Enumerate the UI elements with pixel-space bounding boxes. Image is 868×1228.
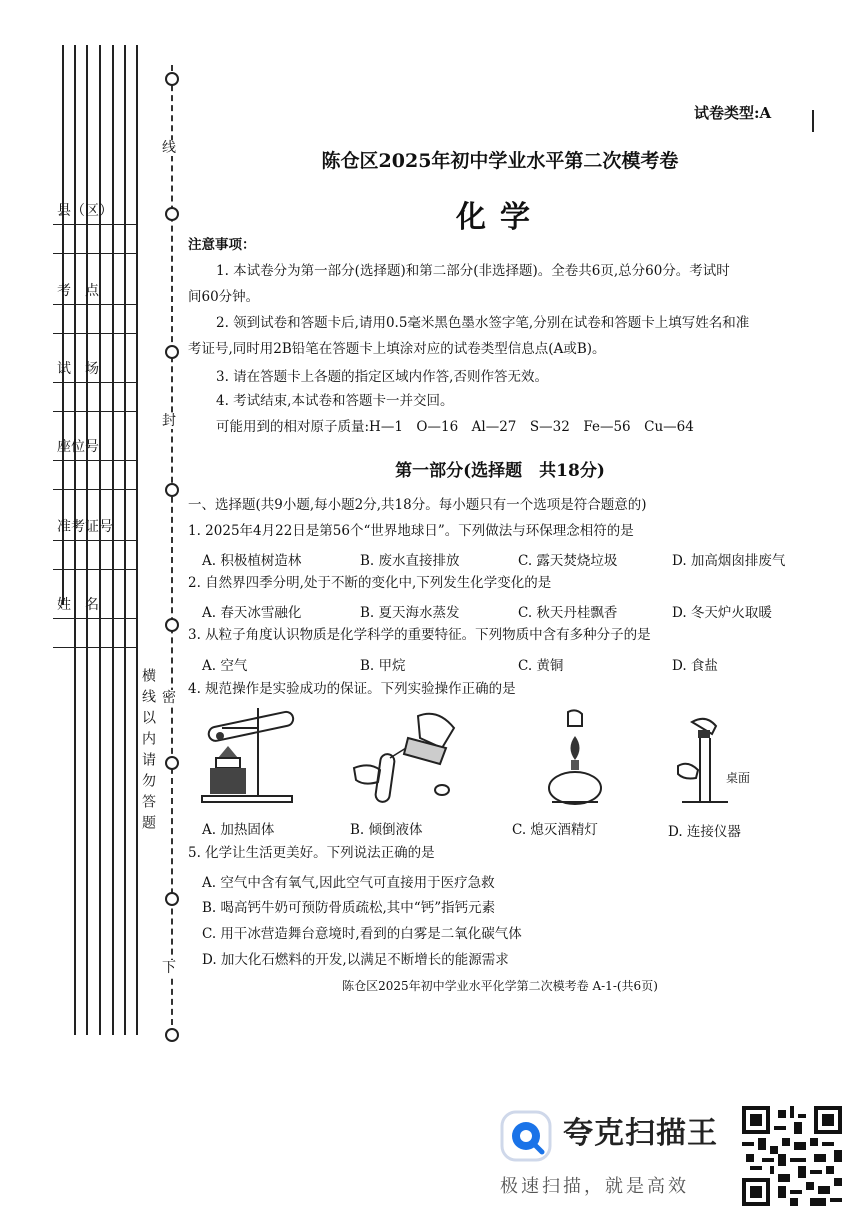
q1-option-b[interactable]: B. 废水直接排放 xyxy=(360,553,460,569)
exam-title: 陈仓区2025年初中学业水平第二次模考卷 xyxy=(321,150,679,172)
q5-option-a[interactable]: A. 空气中含有氧气,因此空气可直接用于医疗急救 xyxy=(202,875,495,891)
figure-pouring-liquid xyxy=(350,708,470,806)
notice-item: 2. 领到试卷和答题卡后,请用0.5毫米黑色墨水签字笔,分别在试卷和答题卡上填写姓名和准 xyxy=(216,315,750,331)
q3-option-d[interactable]: D. 食盐 xyxy=(672,658,718,674)
q3-option-c[interactable]: C. 黄铜 xyxy=(518,658,564,674)
figure-alcohol-lamp xyxy=(540,708,610,808)
notice-item: 考证号,同时用2B铅笔在答题卡上填涂对应的试卷类型信息点(A或B)。 xyxy=(188,341,606,357)
question-1-stem: 1. 2025年4月22日是第56个“世界地球日”。下列做法与环保理念相符的是 xyxy=(188,523,634,539)
field-seat-number[interactable]: 座位号 xyxy=(53,436,137,490)
binding-hole xyxy=(165,483,179,497)
page-footer: 陈仓区2025年初中学业水平化学第二次模考卷 A-1-(共6页) xyxy=(342,979,658,993)
binding-hole xyxy=(165,1028,179,1042)
seal-char: 线 xyxy=(162,140,176,156)
q4-option-d[interactable]: D. 连接仪器 xyxy=(668,824,741,840)
scanner-logo-icon xyxy=(500,1110,552,1162)
paper-type: 试卷类型:A xyxy=(694,104,772,122)
notice-item: 1. 本试卷分为第一部分(选择题)和第二部分(非选择题)。全卷共6页,总分60分。考试时 xyxy=(216,263,730,279)
q4-option-a[interactable]: A. 加热固体 xyxy=(202,822,275,838)
watermark-tagline: 极速扫描，就是高效 xyxy=(500,1176,689,1197)
field-county[interactable]: 县（区） xyxy=(53,200,137,254)
q4-option-b[interactable]: B. 倾倒液体 xyxy=(350,822,423,838)
q5-option-d[interactable]: D. 加大化石燃料的开发,以满足不断增长的能源需求 xyxy=(202,952,509,968)
divider xyxy=(812,110,814,132)
seal-char: 下 xyxy=(162,960,176,976)
field-admission-number[interactable]: 准考证号 xyxy=(53,516,137,570)
qr-code-icon xyxy=(742,1106,842,1206)
notice-item: 4. 考试结束,本试卷和答题卡一并交回。 xyxy=(216,393,454,409)
q3-option-a[interactable]: A. 空气 xyxy=(202,658,248,674)
binding-hole xyxy=(165,345,179,359)
q2-option-b[interactable]: B. 夏天海水蒸发 xyxy=(360,605,460,621)
question-3-stem: 3. 从粒子角度认识物质是化学科学的重要特征。下列物质中含有多种分子的是 xyxy=(188,627,651,643)
binding-hole xyxy=(165,207,179,221)
question-4-stem: 4. 规范操作是实验成功的保证。下列实验操作正确的是 xyxy=(188,681,516,697)
notice-item: 间60分钟。 xyxy=(188,289,260,305)
q1-option-c[interactable]: C. 露天焚烧垃圾 xyxy=(518,553,618,569)
q5-option-c[interactable]: C. 用干冰营造舞台意境时,看到的白雾是二氧化碳气体 xyxy=(202,926,522,942)
binding-hole xyxy=(165,618,179,632)
figure-heating-solid xyxy=(198,700,308,806)
q4-option-c[interactable]: C. 熄灭酒精灯 xyxy=(512,822,598,838)
part-title: 第一部分(选择题 共18分) xyxy=(395,461,605,481)
notice-item: 3. 请在答题卡上各题的指定区域内作答,否则作答无效。 xyxy=(216,369,548,385)
figure-connecting-apparatus xyxy=(672,712,732,808)
q1-option-d[interactable]: D. 加高烟囱排废气 xyxy=(672,553,786,569)
q2-option-c[interactable]: C. 秋天丹桂飘香 xyxy=(518,605,618,621)
q3-option-b[interactable]: B. 甲烷 xyxy=(360,658,406,674)
watermark-brand: 夸克扫描王 xyxy=(563,1116,718,1151)
q2-option-a[interactable]: A. 春天冰雪融化 xyxy=(202,605,302,621)
question-2-stem: 2. 自然界四季分明,处于不断的变化中,下列发生化学变化的是 xyxy=(188,575,552,591)
subject-title: 化学 xyxy=(456,200,544,235)
binding-hole xyxy=(165,892,179,906)
atomic-masses: 可能用到的相对原子质量:H—1 O—16 Al—27 S—32 Fe—56 Cu—64 xyxy=(216,419,694,435)
section-heading: 一、选择题(共9小题,每小题2分,共18分。每小题只有一个选项是符合题意的) xyxy=(188,497,647,513)
binding-hole xyxy=(165,756,179,770)
question-5-stem: 5. 化学让生活更美好。下列说法正确的是 xyxy=(188,845,435,861)
margin-instruction: 横线以内请勿答题 xyxy=(140,668,156,836)
q1-option-a[interactable]: A. 积极植树造林 xyxy=(202,553,302,569)
notice-heading: 注意事项： xyxy=(188,237,256,253)
q5-option-b[interactable]: B. 喝高钙牛奶可预防骨质疏松,其中“钙”指钙元素 xyxy=(202,900,496,916)
field-exam-site[interactable]: 考 点 xyxy=(53,280,137,334)
seal-char: 密 xyxy=(162,690,176,706)
figure-label-desk: 桌面 xyxy=(726,771,751,785)
field-exam-room[interactable]: 试 场 xyxy=(53,358,137,412)
seal-char: 封 xyxy=(162,413,176,429)
binding-hole xyxy=(165,72,179,86)
q2-option-d[interactable]: D. 冬天炉火取暖 xyxy=(672,605,772,621)
field-name[interactable]: 姓 名 xyxy=(53,594,137,648)
